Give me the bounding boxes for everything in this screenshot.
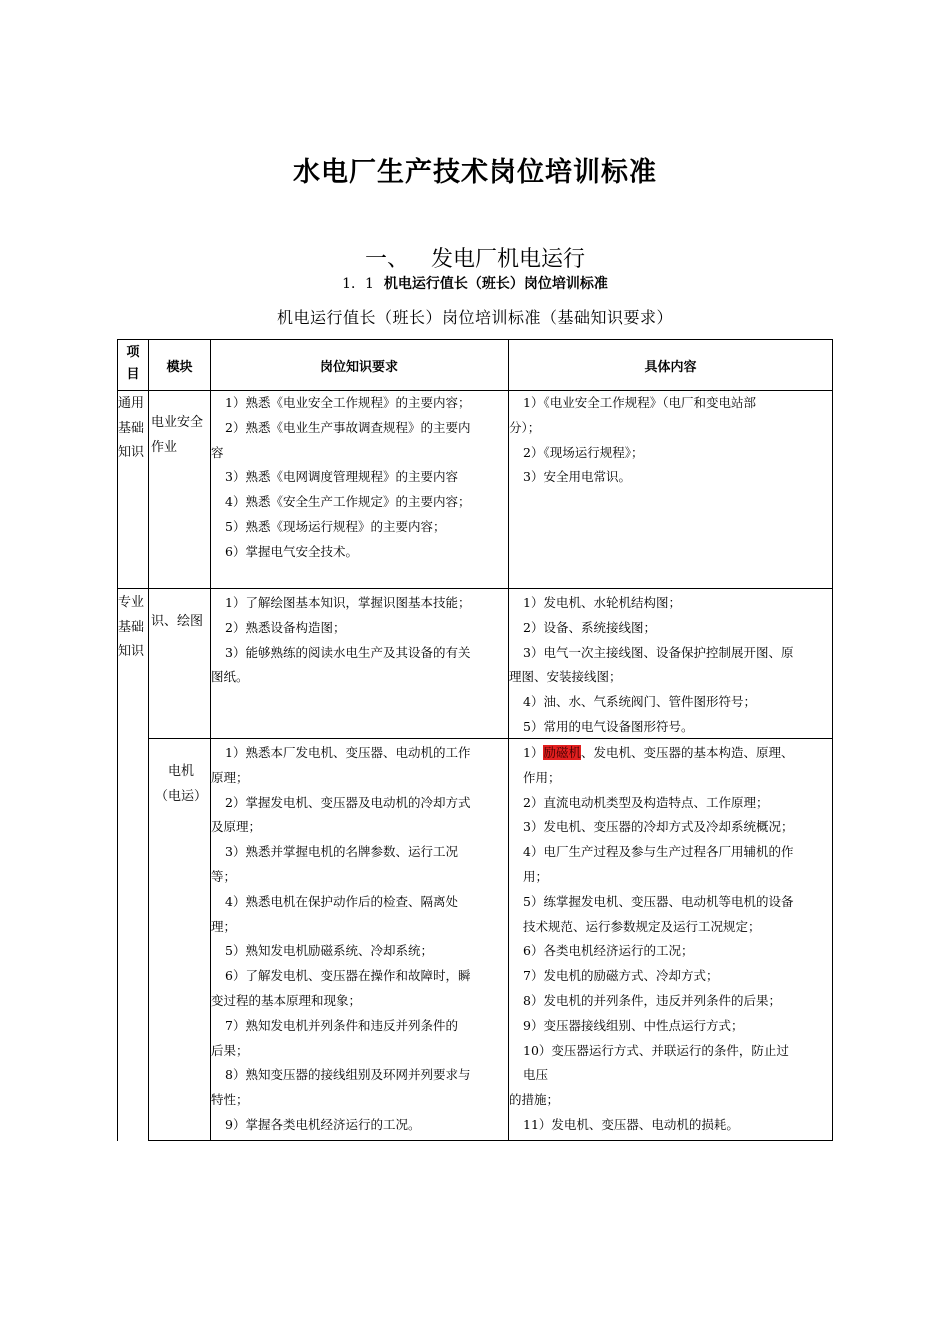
content-item: 4）电厂生产过程及参与生产过程各厂用辅机的作 [523,844,794,860]
content-item: 分）； [509,419,541,435]
content-item: 6）各类电机经济运行的工况； [523,943,694,959]
module-drawing: 识、绘图 [151,614,204,629]
knowledge-item: 7）熟知发电机并列条件和违反并列条件的 [225,1017,458,1033]
header-knowledge: 岗位知识要求 [319,360,398,375]
knowledge-item: 变过程的基本原理和现象； [211,992,362,1008]
content-item: 11）发电机、变压器、电动机的损耗。 [523,1116,739,1132]
highlighted-term: 励磁机 [543,745,581,760]
table-line-group [117,588,833,589]
content-item: 3）安全用电常识。 [523,469,631,485]
content-item: 1）发电机、水轮机结构图； [523,595,681,610]
content-rest: 、发电机、变压器的基本构造、原理、 [580,745,794,760]
subsection-text: 机电运行值长（班长）岗位培训标准 [383,276,608,292]
knowledge-item: 理； [211,918,237,934]
knowledge-item: 8）熟知变压器的接线组别及环网并列要求与 [225,1067,471,1083]
content-prefix: 1） [523,745,544,760]
table-line-item [148,339,149,1141]
content-list-motor [509,741,793,1138]
table-border-bottom [148,1140,833,1141]
knowledge-item: 1）熟悉本厂发电机、变压器、电动机的工作 [225,745,471,760]
section-number: 一、 [364,247,409,272]
knowledge-item: 3）熟悉并掌握电机的名牌参数、运行工况 [225,844,458,860]
module-motor [151,760,211,809]
content-list-safety [509,391,756,490]
subsection-heading [0,273,950,293]
knowledge-item: 3）熟悉《电网调度管理规程》的主要内容 [225,469,458,485]
knowledge-item: 2）熟悉设备构造图； [225,619,346,635]
knowledge-item: 等； [211,868,237,884]
knowledge-item: 5）熟知发电机励磁系统、冷却系统； [225,943,433,959]
header-item: 项目 [126,345,140,382]
knowledge-item: 后果； [211,1042,249,1058]
module-motor-line1: 电机 [167,764,194,779]
knowledge-item: 2）掌握发电机、变压器及电动机的冷却方式 [225,794,471,810]
document-title: 水电厂生产技术岗位培训标准 [293,157,657,188]
content-item: 2）直流电动机类型及构造特点、工作原理； [523,794,769,810]
header-module: 模块 [166,360,193,375]
knowledge-item: 4）熟悉电机在保护动作后的检查、隔离处 [225,893,458,909]
training-standard-table [117,339,833,1141]
content-item: 1）《电业安全工作规程》（电厂和变电站部 [523,395,756,410]
knowledge-item: 9）掌握各类电机经济运行的工况。 [225,1116,421,1132]
knowledge-item: 6）了解发电机、变压器在操作和故障时，瞬 [225,968,471,984]
knowledge-item: 6）掌握电气安全技术。 [225,543,358,559]
content-item: 3）电气一次主接线图、设备保护控制展开图、原 [523,644,794,660]
knowledge-item: 1）熟悉《电业安全工作规程》的主要内容； [225,395,471,410]
content-item: 9）变压器接线组别、中性点运行方式； [523,1017,744,1033]
knowledge-item: 4）熟悉《安全生产工作规定》的主要内容； [225,494,471,510]
content-item: 5）常用的电气设备图形符号。 [523,718,694,734]
group-item-general: 通用基础知识 [118,396,145,460]
content-item: 技术规范、运行参数规定及运行工况规定； [523,918,761,934]
group-item-professional: 专业基础知识 [118,595,145,659]
content-item: 7）发电机的励磁方式、冷却方式； [523,968,719,984]
table-caption: 机电运行值长（班长）岗位培训标准（基础知识要求） [276,308,673,327]
table-border-right [832,339,833,1141]
content-item: 10）变压器运行方式、并联运行的条件，防止过 [523,1042,789,1058]
content-item-first [509,741,793,766]
header-content: 具体内容 [644,360,697,375]
content-item: 3）发电机、变压器的冷却方式及冷却系统概况； [523,819,794,835]
knowledge-list-safety [211,391,470,565]
content-list-drawing [509,591,793,740]
knowledge-list-motor [211,741,470,1138]
knowledge-item: 图纸。 [211,669,249,685]
table-border-top [117,339,833,340]
module-motor-line2: （电运） [154,788,207,804]
content-item: 8）发电机的并列条件，违反并列条件的后果； [523,992,781,1008]
knowledge-item: 1）了解绘图基本知识，掌握识图基本技能； [225,595,471,610]
content-item: 2）《现场运行规程》； [523,444,644,460]
subsection-number: 1．1 [342,276,374,292]
knowledge-item: 3）能够熟练的阅读水电生产及其设备的有关 [225,644,471,660]
content-item: 5）练掌握发电机、变压器、电动机等电机的设备 [523,893,794,909]
knowledge-item: 及原理； [211,819,262,835]
content-item: 用； [523,868,549,884]
content-item: 2）设备、系统接线图； [523,619,656,635]
content-item: 的措施； [509,1092,560,1108]
content-item: 理图、安装接线图； [509,669,622,685]
content-item: 作用； [523,769,561,785]
knowledge-item: 容 [211,444,224,460]
content-item: 4）油、水、气系统阀门、管件图形符号； [523,694,756,710]
knowledge-list-drawing [211,591,470,690]
knowledge-item: 原理； [211,769,249,785]
knowledge-item: 5）熟悉《现场运行规程》的主要内容； [225,518,446,534]
module-safety: 电业安全作业 [151,415,204,455]
knowledge-item: 2）熟悉《电业生产事故调查规程》的主要内 [225,419,471,435]
section-text: 发电厂机电运行 [431,247,586,272]
content-item: 电压 [523,1067,549,1083]
section-heading [0,242,950,273]
knowledge-item: 特性； [211,1092,249,1108]
